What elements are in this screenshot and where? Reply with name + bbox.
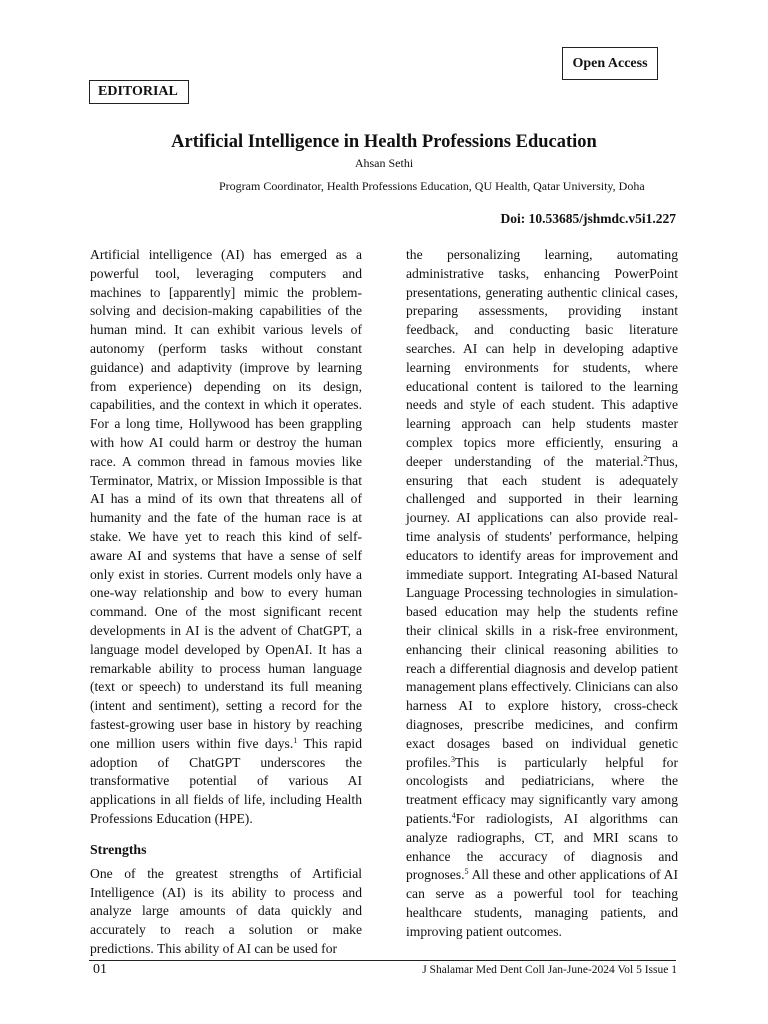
citation-5: 5 [464,867,469,877]
page-number: 01 [93,962,107,977]
strengths-heading: Strengths [90,841,147,857]
citation-2: 2 [643,453,648,463]
author-name: Ahsan Sethi [354,156,414,170]
citation-3: 3 [450,754,455,764]
footer-divider [89,960,676,961]
body-column-right [406,246,678,941]
citation-1: 1 [293,735,298,745]
citation-4: 4 [451,810,456,820]
article-title: Artificial Intelligence in Health Professions Education [171,132,597,152]
section-label: EDITORIAL [89,80,189,104]
strengths-paragraph: One of the greatest strengths of Artificial Intelligence (AI) is its ability to process and analyze large amounts of data quickly and accurately to reach a solution or make predictions. This ability of AI can be used for [90,865,362,956]
doi: Doi: 10.53685/jshmdc.v5i1.227 [500,211,676,226]
journal-citation: J Shalamar Med Dent Coll Jan-June-2024 Vol 5 Issue 1 [422,964,677,976]
author-affiliation: Program Coordinator, Health Professions Education, QU Health, Qatar University, Doha [219,179,645,193]
body-column-left [90,246,362,959]
intro-paragraph: Artificial intelligence (AI) has emerged as a powerful tool, leveraging computers and machines to [apparently] mimic the problem-solving and decision-making capabilities of the human mind. It can exhibit various levels of autonomy (perform tasks without constant guidance) and adaptivity (improve by learning from experience) depending on its design, capabilities, and the context in which it operates. For a long time, Hollywood has been grappling with how AI could harm or destroy the human race. A common thread in famous movies like Terminator, Matrix, or Mission Impossible is that AI has a mind of its own that threatens all of humanity and the fate of the human race is at stake. We have yet to reach this kind of self-aware AI and systems that have a sense of self only exist in stories. Current models only have a one-way relationship and bow to every human command. One of the most significant recent developments in AI is the advent of ChatGPT, a language model developed by OpenAI. It has a remarkable ability to process human language (text or speech) to understand its full meaning (intent and sentiment), setting a record for the fastest-growing user base in history by reaching one million users within five days.$^1$ This rapid adoption of ChatGPT underscores the transformative potential of various AI applications in all fields of life, including Health Professions Education (HPE). [90,247,362,826]
open-access-badge: Open Access [562,47,658,80]
strengths-paragraph-continued: the personalizing learning, automating administrative tasks, enhancing PowerPoint presentations, generating authentic clinical cases, preparing assessments, providing instant feedback, and conducting basic literature searches. AI can help in developing adaptive learning environments for students, where educational content is tailored to the learning needs and style of each student. This adaptive learning approach can help students master complex topics more efficiently, ensuring a deeper understanding of the material.$^2$Thus, ensuring that each student is adequately challenged and supported in their learning journey. AI applications can also provide real-time analysis of students' performance, helping educators to identify areas for improvement and immediate support. Integrating AI-based Natural Language Processing technologies in simulation-based education may help the students refine their clinical skills in a risk-free environment, enhancing their clinical reasoning abilities to reach a differential diagnosis and develop patient management plans effectively. Clinicians can also harness AI to explore history, cross-check diagnoses, prescribe medicines, and confirm exact dosages based on individual genetic profiles.$^3$This is particularly helpful for oncologists and pediatricians, where the treatment efficacy may significantly vary among patients.$^4$For radiologists, AI algorithms can analyze radiographs, CT, and MRI scans to enhance the accuracy of diagnosis and prognoses.$^5$ All these and other applications of AI can serve as a powerful tool for teaching healthcare students, managing patients, and improving patient outcomes. [406,247,678,939]
